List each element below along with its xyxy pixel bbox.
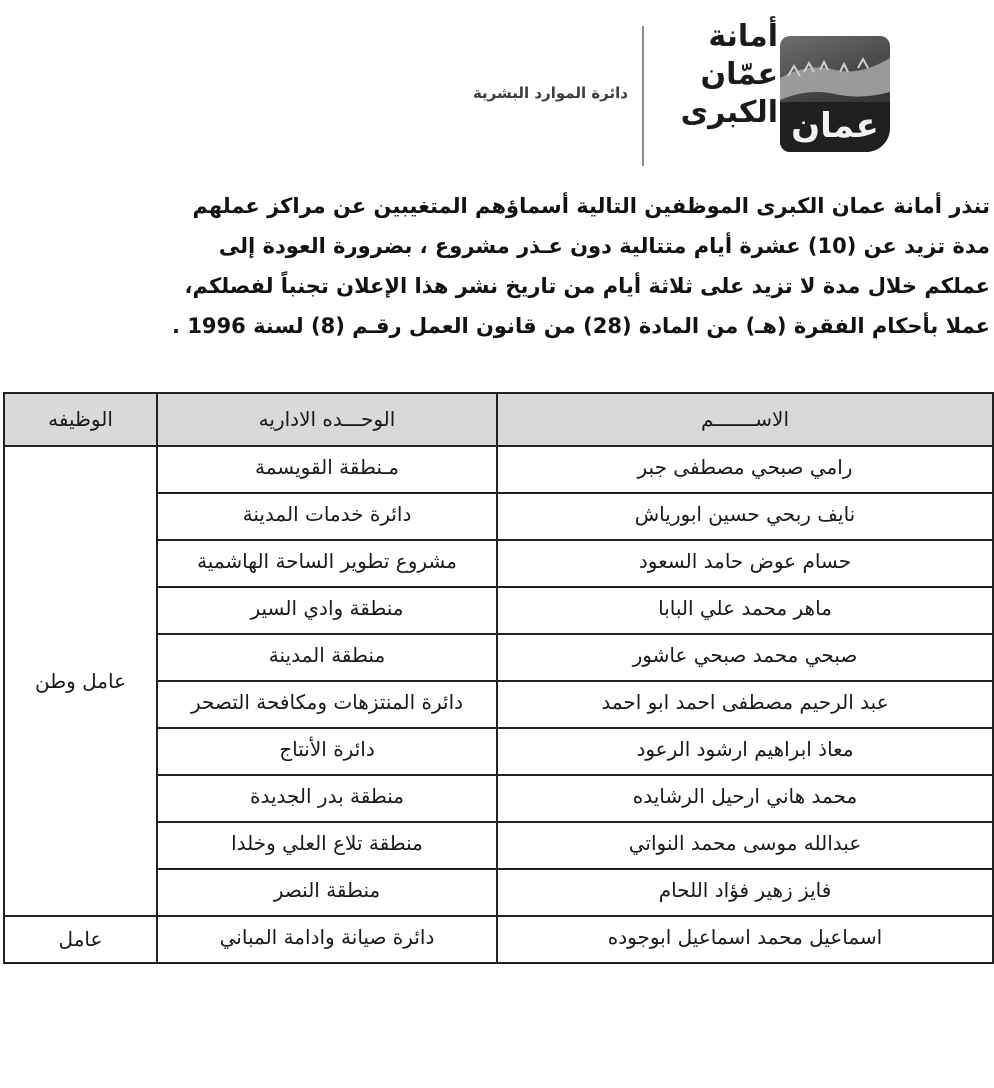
letterhead (428, 18, 890, 158)
header-name: الاســـــــم (497, 393, 993, 446)
job-title-cell: عامل (4, 916, 157, 963)
logo-emblem-text: عمان (791, 106, 879, 146)
employee-name: عبد الرحيم مصطفى احمد ابو احمد (497, 681, 993, 728)
employee-unit: منطقة بدر الجديدة (157, 775, 497, 822)
employee-unit: منطقة وادي السير (157, 587, 497, 634)
employee-unit: دائرة الأنتاج (157, 728, 497, 775)
employee-name: حسام عوض حامد السعود (497, 540, 993, 587)
logo-emblem-icon (780, 36, 890, 152)
warning-notice (6, 186, 990, 346)
employee-name: فايز زهير فؤاد اللحام (497, 869, 993, 916)
employee-name: عبدالله موسى محمد النواتي (497, 822, 993, 869)
employee-unit: دائرة صيانة وادامة المباني (157, 916, 497, 963)
notice-line-3: عملكم خلال مدة لا تزيد على ثلاثة أيام من تاريخ نشر هذا الإعلان تجنباً لفصلكم، (184, 274, 990, 298)
logo-line-3: الكبرى (680, 95, 778, 130)
employee-name: نايف ربحي حسين ابورياش (497, 493, 993, 540)
employee-unit: دائرة خدمات المدينة (157, 493, 497, 540)
amman-logo (650, 18, 890, 156)
header-job: الوظيفه (4, 393, 157, 446)
table-header-row (4, 393, 993, 446)
logo-line-1: أمانة (708, 19, 778, 54)
absent-employees-table (3, 392, 994, 964)
logo-divider (642, 26, 644, 166)
employee-unit: مشروع تطوير الساحة الهاشمية (157, 540, 497, 587)
logo-wordmark (650, 18, 778, 132)
job-title-cell: عامل وطن (4, 446, 157, 916)
notice-line-1: تنذر أمانة عمان الكبرى الموظفين التالية أسماؤهم المتغيبين عن مراكز عملهم (192, 194, 990, 218)
employee-name: محمد هاني ارحيل الرشايده (497, 775, 993, 822)
logo-line-2: عمّان (700, 57, 778, 92)
employee-name: صبحي محمد صبحي عاشور (497, 634, 993, 681)
employee-unit: منطقة تلاع العلي وخلدا (157, 822, 497, 869)
table-row (4, 446, 993, 493)
department-name: دائرة الموارد البشرية (472, 84, 628, 102)
employee-unit: دائرة المنتزهات ومكافحة التصحر (157, 681, 497, 728)
employee-unit: مـنطقة القويسمة (157, 446, 497, 493)
employee-name: رامي صبحي مصطفى جبر (497, 446, 993, 493)
employee-name: معاذ ابراهيم ارشود الرعود (497, 728, 993, 775)
table-row (4, 916, 993, 963)
notice-line-4: عملا بأحكام الفقرة (هـ) من المادة (28) من قانون العمل رقـم (8) لسنة 1996 . (172, 314, 990, 338)
employee-unit: منطقة المدينة (157, 634, 497, 681)
employee-name: اسماعيل محمد اسماعيل ابوجوده (497, 916, 993, 963)
header-unit: الوحـــده الاداريه (157, 393, 497, 446)
employee-name: ماهر محمد علي البابا (497, 587, 993, 634)
notice-line-2: مدة تزيد عن (10) عشرة أيام متتالية دون عـذر مشروع ، بضرورة العودة إلى (218, 234, 990, 258)
employee-unit: منطقة النصر (157, 869, 497, 916)
